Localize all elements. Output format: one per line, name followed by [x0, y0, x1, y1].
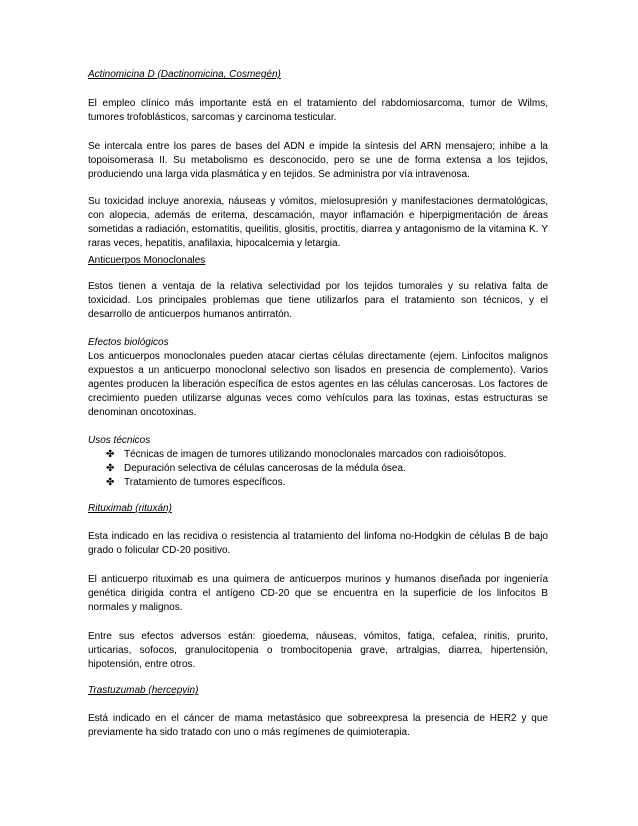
list-item [106, 476, 548, 490]
list-item-text: Técnicas de imagen de tumores utilizando monoclonales marcados con radioisótopos. [124, 449, 507, 460]
paragraph-rituximab-descripcion: El anticuerpo rituximab es una quimera de anticuerpos murinos y humanos diseñada por ingeniería genética dirigida contra el antígeno CD-20 que se encuentra en la superficie de los linfocitos B normales y malignos. [88, 574, 548, 613]
subheading-efectos-biologicos: Efectos biológicos [88, 337, 169, 348]
section-title-trastuzumab: Trastuzumab (hercepyin) [88, 685, 199, 696]
clover-bullet-icon: ✤ [106, 449, 115, 460]
section-title-actinomicina: Actinomicina D (Dactinomicina, Cosmegén) [88, 69, 281, 80]
paragraph-anticuerpos-intro: Estos tienen a ventaja de la relativa selectividad por los tejidos tumorales y su relativa falta de toxicidad. Los principales problemas que tiene utilizarlos para el tratamiento son técnicos, y el desarrollo de anticuerpos humanos antirratón. [88, 281, 548, 320]
usos-tecnicos-list [88, 448, 548, 490]
paragraph-actinomicina-toxicidad: Su toxicidad incluye anorexia, náuseas y vómitos, mielosupresión y manifestaciones dermatológicas, con alopecia, además de eritema, descamación, mayor inflamación e hiperpigmentación de áreas sometidas a radiación, estomatitis, queilitis, glositis, proctitis, diarrea y antagonismo de la vitamina K. Y raras veces, hepatitis, anafilaxia, hipocalcemia y letargia. [88, 196, 548, 249]
clover-bullet-icon: ✤ [106, 463, 115, 474]
document-page [88, 68, 548, 740]
clover-bullet-icon: ✤ [106, 477, 115, 488]
list-item-text: Depuración selectiva de células cancerosas de la médula ósea. [124, 463, 406, 474]
paragraph-rituximab-efectos: Entre sus efectos adversos están: gioedema, náuseas, vómitos, fatiga, cefalea, rinitis, prurito, urticarias, sofocos, granulocitopenia o trombocitopenia grave, artralgias, diarrea, hipertensión, hipotensión, entre otros. [88, 631, 548, 670]
section-title-rituximab: Rituximab (rituxán) [88, 503, 172, 514]
paragraph-trastuzumab-indicacion: Está indicado en el cáncer de mama metastásico que sobreexpresa la presencia de HER2 y que previamente ha sido tratado con uno o más regímenes de quimioterapia. [88, 713, 548, 738]
section-title-anticuerpos: Anticuerpos Monoclonales [88, 255, 206, 266]
list-item [106, 448, 548, 462]
list-item-text: Tratamiento de tumores específicos. [124, 477, 286, 488]
subheading-usos-tecnicos: Usos técnicos [88, 435, 151, 446]
paragraph-efectos-biologicos: Los anticuerpos monoclonales pueden atacar ciertas células directamente (ejem. Linfocitos malignos expuestos a un anticuerpo monoclonal selectivo son lisados en presencia de complemento). Varios agentes producen la liberación específica de estos agentes en las células cancerosas. Los factores de crecimiento pueden utilizarse algunas veces como vehículos para las toxinas, estas estructuras se denominan oncotoxinas. [88, 351, 548, 418]
paragraph-rituximab-indicacion: Esta indicado en las recidiva o resistencia al tratamiento del linfoma no-Hodgkin de células B de bajo grado o folicular CD-20 positivo. [88, 531, 548, 556]
list-item [106, 462, 548, 476]
paragraph-actinomicina-uso: El empleo clínico más importante está en el tratamiento del rabdomiosarcoma, tumor de Wilms, tumores trofoblásticos, sarcomas y carcinoma testicular. [88, 98, 548, 123]
paragraph-actinomicina-mecanismo: Se intercala entre los pares de bases del ADN e impide la síntesis del ARN mensajero; inhibe a la topoisomerasa II. Su metabolismo es desconocido, pero se une de forma extensa a los tejidos, produciendo una larga vida plasmática y en tejidos. Se administra por vía intravenosa. [88, 141, 548, 180]
